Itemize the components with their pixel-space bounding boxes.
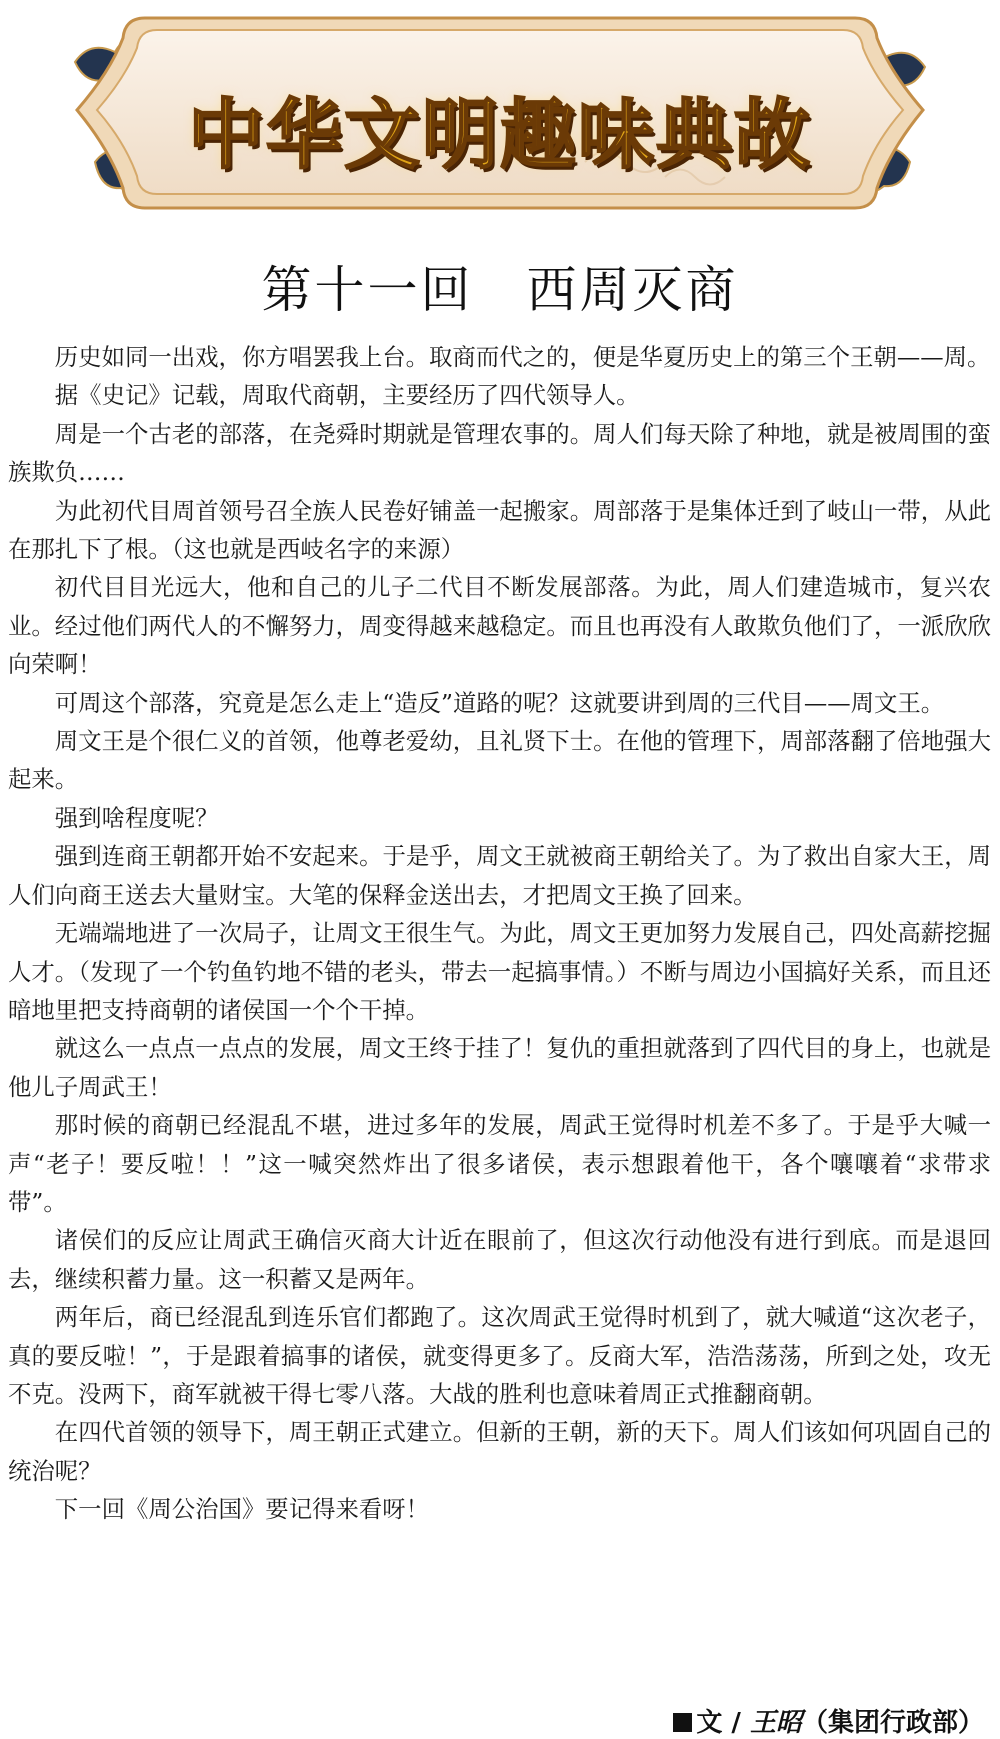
paragraph: 为此初代目周首领号召全族人民卷好铺盖一起搬家。周部落于是集体迁到了岐山一带，从此在那扎下了根。（这也就是西岐名字的来源） [8, 496, 991, 564]
paragraph: 周是一个古老的部落，在尧舜时期就是管理农事的。周人们每天除了种地，就是被周围的蛮族欺负…… [8, 419, 991, 487]
byline [673, 1702, 984, 1739]
byline-dept: （集团行政部） [801, 1708, 984, 1738]
paragraph: 初代目目光远大，他和自己的儿子二代目不断发展部落。为此，周人们建造城市，复兴农业。经过他们两代人的不懈努力，周变得越来越稳定。而且也再没有人敢欺负他们了，一派欣欣向荣啊！ [8, 573, 991, 679]
banner [65, 12, 935, 217]
paragraph: 强到连商王朝都开始不安起来。于是乎，周文王就被商王朝给关了。为了救出自家大王，周人们向商王送去大量财宝。大笔的保释金送出去，才把周文王换了回来。 [8, 842, 991, 909]
paragraph: 强到啥程度呢？ [54, 803, 219, 832]
paragraph: 周文王是个很仁义的首领，他尊老爱幼，且礼贤下士。在他的管理下，周部落翻了倍地强大起来。 [8, 727, 991, 794]
paragraph: 诸侯们的反应让周武王确信灭商大计近在眼前了，但这次行动他没有进行到底。而是退回去，继续积蓄力量。这一积蓄又是两年。 [8, 1226, 991, 1293]
paragraph: 历史如同一出戏，你方唱罢我上台。取商而代之的，便是华夏历史上的第三个王朝——周。 [54, 343, 991, 371]
article-body [8, 338, 991, 1529]
banner-title: 中华文明趣味典故 [188, 90, 812, 179]
byline-author: 王昭 [749, 1708, 802, 1738]
paragraph: 在四代首领的领导下，周王朝正式建立。但新的王朝，新的天下。周人们该如何巩固自己的统治呢？ [8, 1418, 991, 1485]
paragraph: 那时候的商朝已经混乱不堪，进过多年的发展，周武王觉得时机差不多了。于是乎大喊一声“老子！要反啦！！”这一喊突然炸出了很多诸侯，表示想跟着他干，各个嚷嚷着“求带求带”。 [8, 1111, 991, 1216]
paragraph: 两年后，商已经混乱到连乐官们都跑了。这次周武王觉得时机到了，就大喊道“这次老子，真的要反啦！”，于是跟着搞事的诸侯，就变得更多了。反商大军，浩浩荡荡，所到之处，攻无不克。没两下，商军就被干得七零八落。大战的胜利也意味着周正式推翻商朝。 [8, 1303, 991, 1408]
square-bullet-icon [673, 1713, 692, 1732]
paragraph: 可周这个部落，究竟是怎么走上“造反”道路的呢？这就要讲到周的三代目——周文王。 [54, 688, 945, 717]
paragraph: 就这么一点点一点点的发展，周文王终于挂了！复仇的重担就落到了四代目的身上，也就是他儿子周武王！ [8, 1034, 991, 1101]
chapter-title: 第十一回 西周灭商 [261, 261, 739, 319]
paragraph: 无端端地进了一次局子，让周文王很生气。为此，周文王更加努力发展自己，四处高薪挖掘人才。（发现了一个钓鱼钓地不错的老头，带去一起搞事情。）不断与周边小国搞好关系，而且还暗地里把支持商朝的诸侯国一个个干掉。 [8, 919, 991, 1024]
byline-prefix: 文 / [696, 1708, 750, 1738]
paragraph: 下一回《周公治国》要记得来看呀！ [54, 1495, 430, 1524]
paragraph: 据《史记》记载，周取代商朝，主要经历了四代领导人。 [54, 381, 640, 410]
